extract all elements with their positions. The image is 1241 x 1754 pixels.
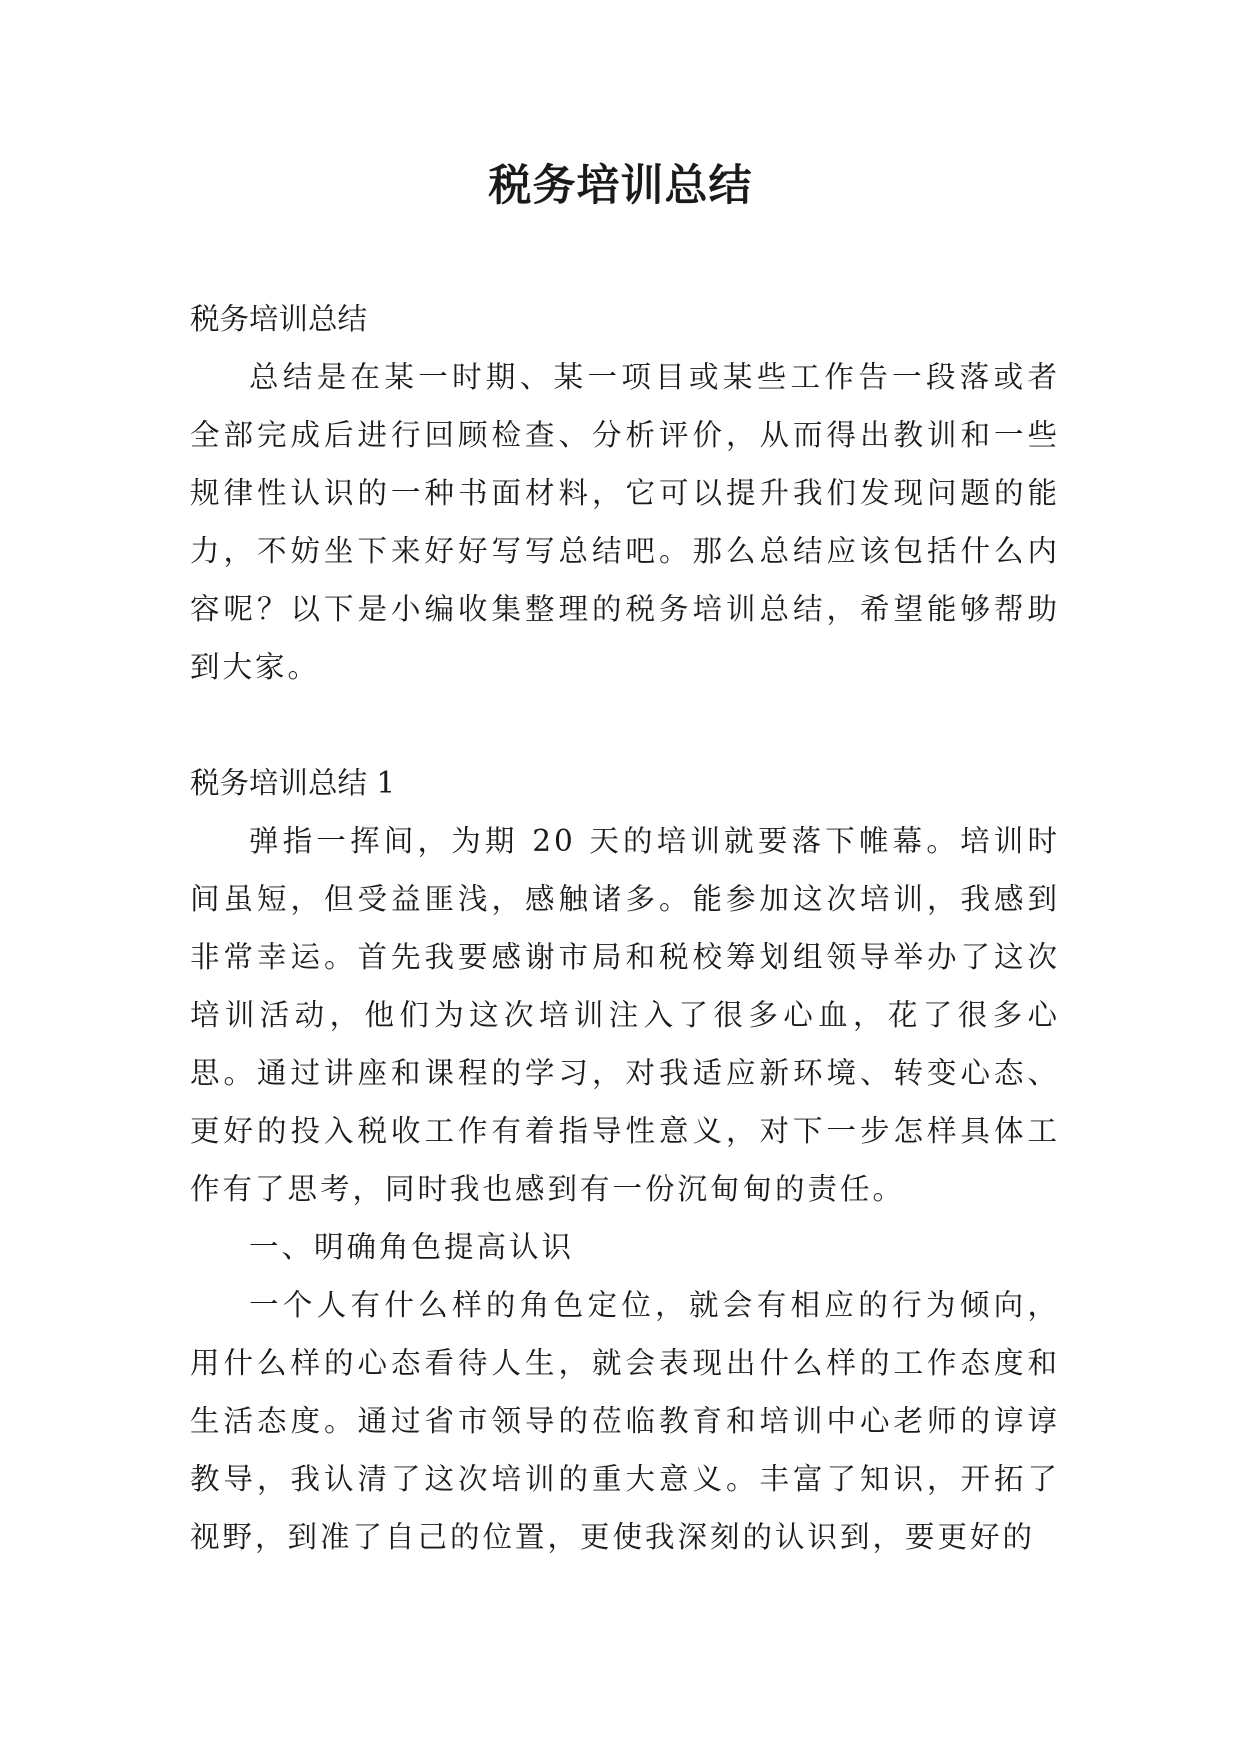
intro-paragraph: 总结是在某一时期、某一项目或某些工作告一段落或者全部完成后进行回顾检查、分析评价，从而得出教训和一些规律性认识的一种书面材料，它可以提升我们发现问题的能力，不妨坐下来好好写写总结吧。那么总结应该包括什么内容呢？以下是小编收集整理的税务培训总结，希望能够帮助到大家。 bbox=[190, 360, 1060, 684]
paragraph-spacer bbox=[190, 696, 1060, 754]
section-1-heading: 税务培训总结 1 bbox=[190, 766, 396, 800]
section-1-subheading: 一、明确角色提高认识 bbox=[249, 1230, 575, 1264]
section-1-paragraph-1: 弹指一挥间，为期 20 天的培训就要落下帷幕。培训时间虽短，但受益匪浅，感触诸多。能参加这次培训，我感到非常幸运。首先我要感谢市局和税校筹划组领导举办了这次培训活动，他们为这次培训注入了很多心血，花了很多心思。通过讲座和课程的学习，对我适应新环境、转变心态、更好的投入税收工作有着指导性意义，对下一步怎样具体工作有了思考，同时我也感到有一份沉甸甸的责任。 bbox=[190, 824, 1060, 1206]
document-body bbox=[190, 290, 1060, 1566]
intro-heading: 税务培训总结 bbox=[190, 302, 368, 336]
document-title: 税务培训总结 bbox=[488, 161, 753, 211]
section-1-paragraph-2: 一个人有什么样的角色定位，就会有相应的行为倾向，用什么样的心态看待人生，就会表现出什么样的工作态度和生活态度。通过省市领导的莅临教育和培训中心老师的谆谆教导，我认清了这次培训的重大意义。丰富了知识，开拓了视野，到准了自己的位置，更使我深刻的认识到，要更好的 bbox=[190, 1288, 1060, 1554]
